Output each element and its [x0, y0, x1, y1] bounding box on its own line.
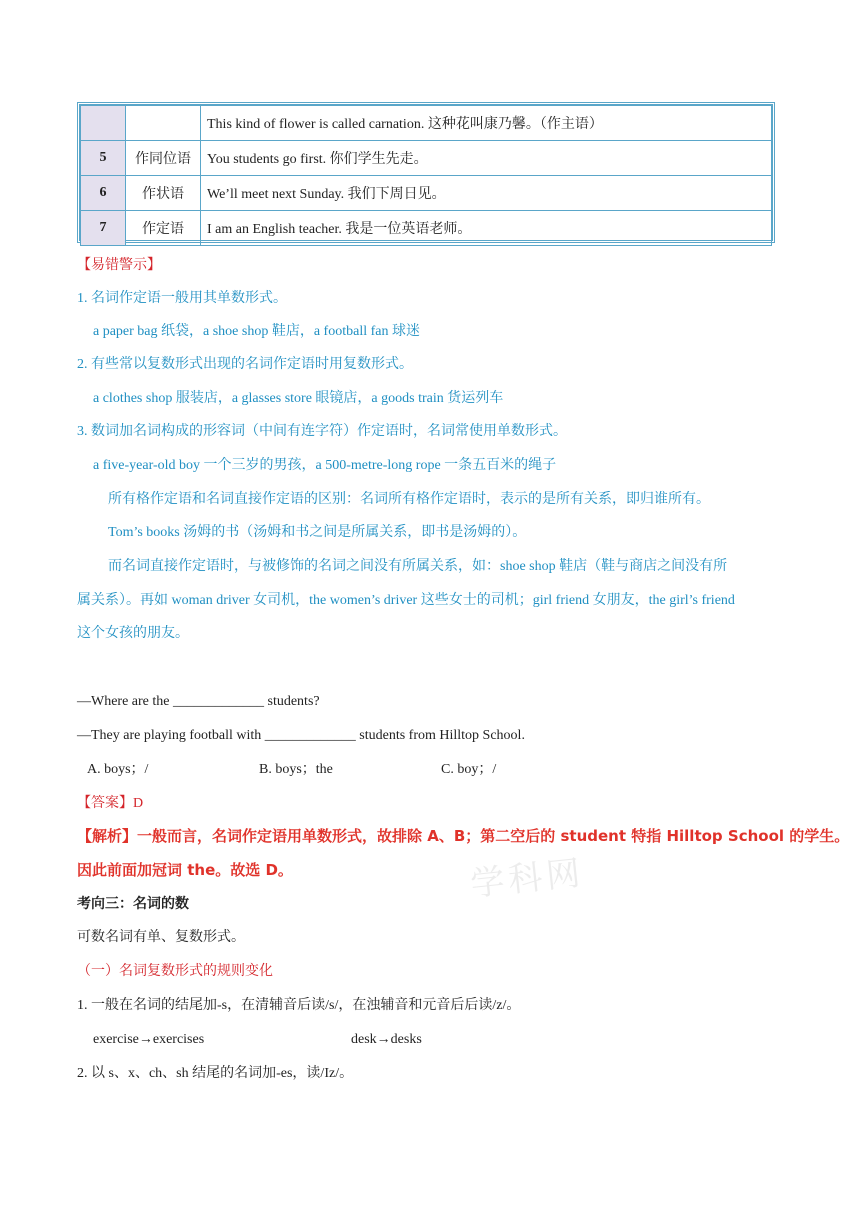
example-1a: exercise→exercises [93, 1032, 205, 1047]
warning-example-3: a five-year-old boy 一个三岁的男孩，a 500-metre-long rope 一条五百米的绳子 [93, 458, 557, 473]
row-role: 作定语 [126, 211, 201, 246]
rule-2: 2. 以 s、x、ch、sh 结尾的名词加-es，读/Iz/。 [77, 1066, 354, 1081]
warning-note-1: 所有格作定语和名词直接作定语的区别：名词所有格作定语时，表示的是所有关系，即归谁所有。 [108, 492, 710, 507]
option-c: C. boy；/ [441, 762, 497, 777]
option-a: A. boys；/ [87, 762, 149, 777]
row-number: 7 [81, 211, 126, 246]
warning-note-5: 这个女孩的朋友。 [77, 626, 189, 641]
warning-rule-3: 3. 数词加名词构成的形容词（中间有连字符）作定语时，名词常使用单数形式。 [77, 424, 567, 439]
section-subheading: （一）名词复数形式的规则变化 [77, 964, 273, 979]
table-row [81, 106, 772, 141]
warning-note-3: 而名词直接作定语时，与被修饰的名词之间没有所属关系，如：shoe shop 鞋店（鞋与商店之间没有所 [108, 559, 728, 574]
row-example: You students go first. 你们学生先走。 [201, 141, 772, 176]
warning-note-4: 属关系）。再如 woman driver 女司机，the women’s driver 这些女士的司机；girl friend 女朋友，the girl’s friend [77, 593, 735, 608]
warning-rule-1: 1. 名词作定语一般用其单数形式。 [77, 291, 287, 306]
answer-label: 【答案】D [77, 796, 144, 811]
question-line-1: —Where are the _____________ students? [77, 694, 320, 709]
table-row [81, 141, 772, 176]
section-title: 考向三：名词的数 [77, 896, 189, 912]
row-role: 作同位语 [126, 141, 201, 176]
analysis-line-1: 【解析】一般而言，名词作定语用单数形式，故排除 A、B；第二空后的 student 特指 Hilltop School 的学生。 [77, 827, 850, 845]
option-b: B. boys；the [259, 762, 333, 777]
warning-example-1: a paper bag 纸袋，a shoe shop 鞋店，a football fan 球迷 [93, 324, 420, 339]
row-number [81, 106, 126, 141]
row-number: 5 [81, 141, 126, 176]
row-example: This kind of flower is called carnation. 这种花叫康乃馨。（作主语） [201, 106, 772, 141]
table-row [81, 211, 772, 246]
row-example: I am an English teacher. 我是一位英语老师。 [201, 211, 772, 246]
warning-rule-2: 2. 有些常以复数形式出现的名词作定语时用复数形式。 [77, 357, 413, 372]
question-line-2: —They are playing football with _____________ students from Hilltop School. [77, 728, 525, 743]
warning-note-2: Tom’s books 汤姆的书（汤姆和书之间是所属关系，即书是汤姆的）。 [108, 525, 527, 540]
row-number: 6 [81, 176, 126, 211]
row-example: We’ll meet next Sunday. 我们下周日见。 [201, 176, 772, 211]
watermark: 学科网 [468, 852, 587, 905]
rule-1: 1. 一般在名词的结尾加-s，在清辅音后读/s/，在浊辅音和元音后后读/z/。 [77, 998, 521, 1013]
warning-example-2: a clothes shop 服装店，a glasses store 眼镜店，a goods train 货运列车 [93, 391, 504, 406]
example-1b: desk→desks [351, 1032, 422, 1047]
section-intro: 可数名词有单、复数形式。 [77, 930, 245, 945]
grammar-table [77, 102, 775, 243]
row-role [126, 106, 201, 141]
row-role: 作状语 [126, 176, 201, 211]
table-row [81, 176, 772, 211]
warning-heading: 【易错警示】 [77, 258, 161, 273]
analysis-line-2: 因此前面加冠词 the。故选 D。 [77, 861, 293, 879]
